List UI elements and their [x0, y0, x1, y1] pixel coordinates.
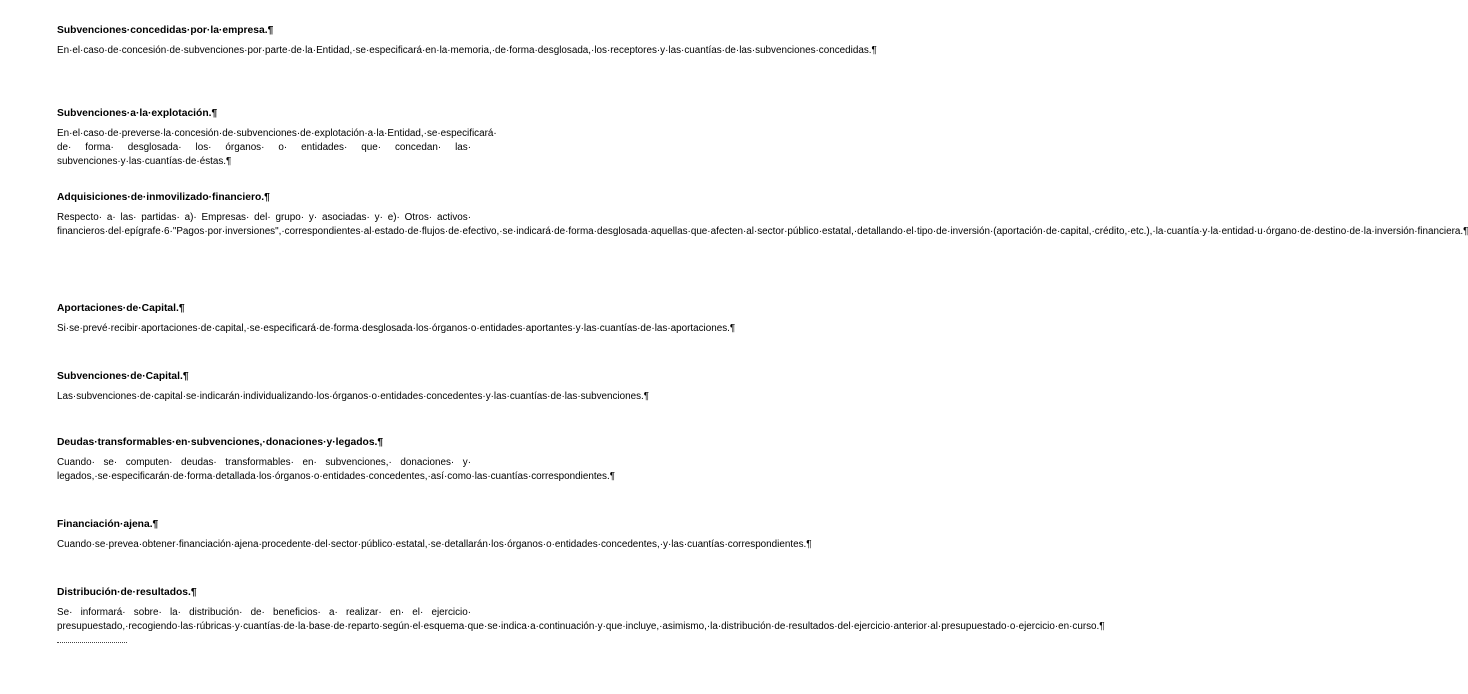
section-subvenciones-capital — [57, 370, 650, 404]
section-paragraph: En·el·caso·de·concesión·de·subvenciones·por·parte·de·la·Entidad,·se·especificará·en·la·memoria,·de·forma·desglosada,·los·receptores·y·las·cuantías·de·las·subvenciones·concedidas.¶ — [57, 45, 877, 56]
dotted-leader — [57, 634, 127, 643]
section-heading: Aportaciones·de·Capital.¶ — [57, 303, 185, 314]
section-subvenciones-concedidas — [57, 24, 877, 58]
section-paragraph: Respecto· a· las· partidas· a)· Empresas· del· grupo· y· asociadas· y· e)· Otros· activos· financieros·del·epígrafe·6·"Pagos·por·inversiones",·correspondientes·al·estado·de·flujos·de·efectivo,·se·indicará·de·forma·desglosada·aquellas·que·afecten·al·sector·público·estatal,·detallando·el·tipo·de·inversión·(aportación·de·capital,·crédito,·etc.),·la·cuantía·y·la·entidad·u·órgano·de·destino·de·la·inversión·financiera.¶ — [57, 212, 1468, 237]
section-heading: Subvenciones·de·Capital.¶ — [57, 371, 189, 382]
section-paragraph: Cuando· se· computen· deudas· transformables· en· subvenciones,· donaciones· y· legados,·se·especificarán·de·forma·detallada·los·órganos·o·entidades·concedentes,·así·como·las·cuantías·correspondientes.¶ — [57, 457, 616, 482]
section-deudas-transformables — [57, 436, 616, 484]
section-financiacion-ajena — [57, 518, 812, 552]
section-heading: Financiación·ajena.¶ — [57, 519, 159, 530]
section-paragraph: Cuando·se·prevea·obtener·financiación·ajena·procedente·del·sector·público·estatal,·se·detallarán·los·órganos·o·entidades·concedentes,·y·las·cuantías·correspondientes.¶ — [57, 539, 812, 550]
section-heading: Distribución·de·resultados.¶ — [57, 587, 197, 598]
section-heading: Deudas·transformables·en·subvenciones,·donaciones·y·legados.¶ — [57, 437, 384, 448]
section-paragraph: En·el·caso·de·preverse·la·concesión·de·subvenciones·de·explotación·a·la·Entidad,·se·especificará· de· forma· desglosada· los· órganos· o· entidades· que· concedan· las· subvenciones·y·las·cuantías·de·éstas.¶ — [57, 128, 497, 167]
section-paragraph-text: Se· informará· sobre· la· distribución· de· beneficios· a· realizar· en· el· ejercicio· presupuestado,·recogiendo·las·rúbricas·y·cuantías·de·la·base·de·reparto·según·el·esquema·que·se·indica·a·continuación·y·que·incluye,·asimismo,·la·distribución·de·resultados·del·ejercicio·anterior·al·presupuestado·o·ejercicio·en·curso.¶ — [57, 607, 1105, 632]
section-heading: Adquisiciones·de·inmovilizado·financiero.¶ — [57, 192, 270, 203]
section-aportaciones-capital — [57, 302, 736, 336]
section-subvenciones-explotacion — [57, 107, 497, 169]
section-paragraph: Las·subvenciones·de·capital·se·indicarán·individualizando·los·órganos·o·entidades·concedentes·y·las·cuantías·de·las·subvenciones.¶ — [57, 391, 650, 402]
section-heading: Subvenciones·concedidas·por·la·empresa.¶ — [57, 25, 274, 36]
section-paragraph: Si·se·prevé·recibir·aportaciones·de·capital,·se·especificará·de·forma·desglosada·los·órganos·o·entidades·aportantes·y·las·cuantías·de·las·aportaciones.¶ — [57, 323, 736, 334]
section-paragraph — [57, 606, 1105, 648]
section-distribucion-resultados — [57, 586, 1105, 648]
section-inmovilizado-financiero — [57, 191, 1468, 239]
section-heading: Subvenciones·a·la·explotación.¶ — [57, 108, 218, 119]
